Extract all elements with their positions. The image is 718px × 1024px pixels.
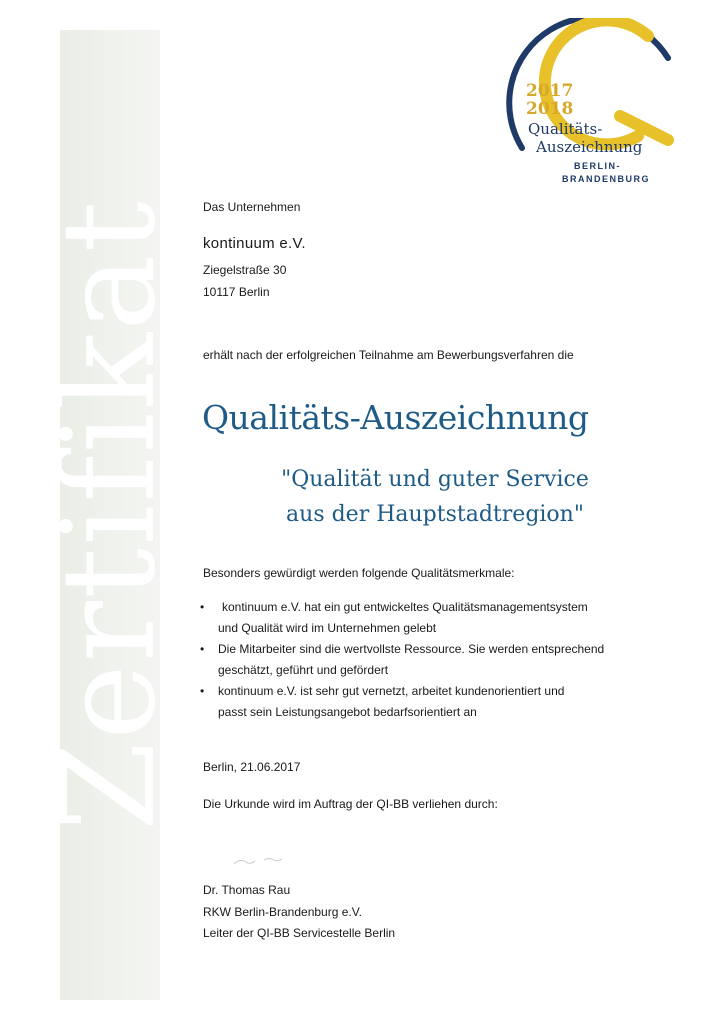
issue-date: Berlin, 21.06.2017 — [203, 760, 301, 774]
logo-line-2: Auszeichnung — [536, 138, 643, 156]
certificate-watermark-word: Zertifikat — [35, 199, 184, 831]
bullet-icon: • — [200, 642, 205, 656]
logo-year-start: 2017 — [526, 81, 574, 101]
bullet-icon: • — [200, 684, 205, 698]
feature-1-line-1: kontinuum e.V. hat ein gut entwickeltes Qualitätsmanagementsystem — [222, 600, 588, 614]
recipient-city: 10117 Berlin — [203, 285, 270, 299]
award-subtitle-line-1: "Qualität und guter Service — [281, 467, 589, 492]
recipient-street: Ziegelstraße 30 — [203, 263, 287, 277]
feature-3-line-2: passt sein Leistungsangebot bedarfsorientiert an — [218, 705, 477, 719]
logo-region-2: BRANDENBURG — [562, 174, 650, 184]
award-title: Qualitäts-Auszeichnung — [202, 398, 589, 437]
quality-award-logo — [500, 18, 690, 198]
logo-region-1: BERLIN- — [574, 161, 621, 171]
recipient-company: kontinuum e.V. — [203, 235, 306, 252]
signatory-role: Leiter der QI-BB Servicestelle Berlin — [203, 926, 396, 940]
feature-2-line-1: Die Mitarbeiter sind die wertvollste Ressource. Sie werden entsprechend — [218, 642, 605, 656]
recipient-intro: Das Unternehmen — [203, 200, 301, 214]
features-heading: Besonders gewürdigt werden folgende Qualitätsmerkmale: — [203, 566, 515, 580]
receives-statement: erhält nach der erfolgreichen Teilnahme am Bewerbungsverfahren die — [203, 348, 574, 362]
bullet-icon: • — [200, 600, 205, 614]
signatory-organization: RKW Berlin-Brandenburg e.V. — [203, 905, 362, 919]
logo-year-end: 2018 — [526, 99, 574, 119]
feature-2-line-2: geschätzt, geführt und gefördert — [218, 663, 389, 677]
awarded-by-statement: Die Urkunde wird im Auftrag der QI-BB verliehen durch: — [203, 797, 498, 811]
feature-3-line-1: kontinuum e.V. ist sehr gut vernetzt, arbeitet kundenorientiert und — [218, 684, 565, 698]
signature-mark — [230, 850, 290, 870]
award-subtitle-line-2: aus der Hauptstadtregion" — [286, 502, 584, 527]
signatory-name: Dr. Thomas Rau — [203, 883, 291, 897]
quality-award-logo-graphic — [500, 18, 690, 198]
logo-line-1: Qualitäts- — [528, 120, 603, 138]
feature-1-line-2: und Qualität wird im Unternehmen gelebt — [218, 621, 437, 635]
